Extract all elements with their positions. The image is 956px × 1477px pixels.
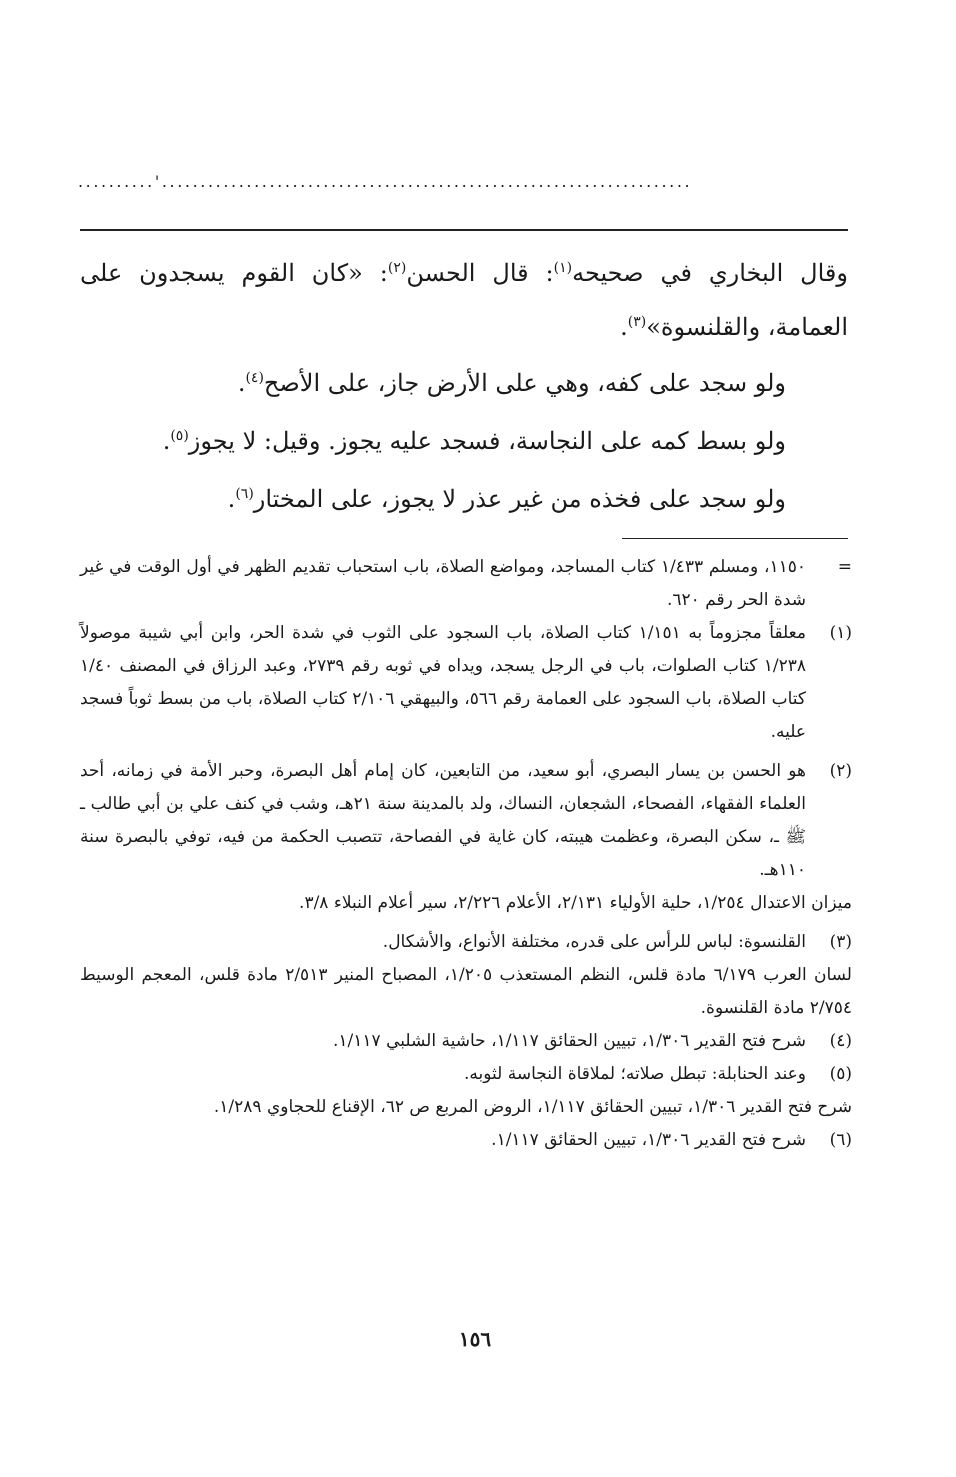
main-text	[80, 246, 848, 528]
footnote-rule	[622, 538, 848, 539]
period: .	[162, 427, 171, 455]
footnote-text: معلقاً مجزوماً به ١/١٥١ كتاب الصلاة، باب السجود على الثوب في شدة الحر، وابن أبي شيبة موصولاً ١/٢٣٨ كتاب الصلوات، باب في الرجل يسجد، ويداه في ثوبه رقم ٢٧٣٩، وعبد الرزاق في المصنف ١/٤٠ كتاب الصلاة، باب السجود على العمامة رقم ٥٦٦، والبيهقي ٢/١٠٦ كتاب الصلاة، باب من بسط ثوباً فسجد عليه.	[80, 623, 806, 742]
footnotes	[80, 551, 852, 1157]
footnote-text: ١١٥٠، ومسلم ١/٤٣٣ كتاب المساجد، ومواضع الصلاة، باب استحباب تقديم الظهر في أول الوقت في غير شدة الحر رقم ٦٢٠.	[80, 557, 806, 610]
footnote-ref-3: (٣)	[627, 314, 647, 330]
dotted-separator: ..........'.....................................................................	[78, 172, 693, 191]
footnote-text: شرح فتح القدير ١/٣٠٦، تبيين الحقائق ١/١١٧، حاشية الشلبي ١/١١٧.	[333, 1031, 806, 1051]
paragraph-text: ولو بسط كمه على النجاسة، فسجد عليه يجوز. وقيل: لا يجوز	[188, 427, 786, 455]
paragraph-sleeve	[80, 412, 848, 470]
footnote-1	[80, 617, 852, 749]
footnote-2-sources: ميزان الاعتدال ١/٢٥٤، حلية الأولياء ٢/١٣١، الأعلام ٢/٢٢٦، سير أعلام النبلاء ٣/٨.	[299, 893, 852, 913]
footnote-text: وعند الحنابلة: تبطل صلاته؛ لملاقاة النجاسة لثوبه.	[464, 1064, 806, 1084]
footnote-number: (٣)	[829, 932, 852, 952]
footnote-4	[80, 1025, 852, 1058]
footnote-text: هو الحسن بن يسار البصري، أبو سعيد، من التابعين، كان إمام أهل البصرة، وحبر الأمة في زمانه، أحد العلماء الفقهاء، الفصحاء، الشجعان، النساك، ولد بالمدينة سنة ٢١هـ، وشب في كنف علي بن أبي طالب ـ ﷺ ـ، سكن البصرة، وعظمت هيبته، كان غاية في الفصاحة، تتصبب الحكمة من فيه، توفي بالبصرة سنة ١١٠هـ.	[80, 761, 806, 880]
footnote-text: القلنسوة: لباس للرأس على قدره، مختلفة الأنواع، والأشكال.	[382, 932, 806, 952]
paragraph-palm	[80, 354, 848, 412]
footnote-5-sources: شرح فتح القدير ١/٣٠٦، تبيين الحقائق ١/١١٧، الروض المربع ص ٦٢، الإقناع للحجاوي ١/٢٨٩.	[213, 1097, 852, 1117]
paragraph-text: ولو سجد على فخذه من غير عذر لا يجوز، على المختار	[253, 485, 786, 513]
footnote-number: (٥)	[829, 1064, 852, 1084]
footnote-2	[80, 755, 852, 887]
top-rule	[80, 229, 848, 231]
paragraph-text: وقال البخاري في صحيحه	[572, 259, 848, 287]
period: .	[227, 485, 236, 513]
footnote-ref-6: (٦)	[235, 486, 254, 502]
footnote-number: (٢)	[829, 761, 852, 781]
footnote-3-sources: لسان العرب ٦/١٧٩ مادة قلس، النظم المستعذب ١/٢٠٥، المصباح المنير ٢/٥١٣ مادة قلس، المعجم الوسيط ٢/٧٥٤ مادة القلنسوة.	[80, 965, 852, 1018]
paragraph-thigh	[80, 470, 848, 528]
footnote-ref-4: (٤)	[245, 370, 264, 386]
footnote-continuation	[80, 551, 852, 617]
footnote-number: (٤)	[829, 1031, 852, 1051]
paragraph-text: ولو سجد على كفه، وهي على الأرض جاز، على الأصح	[263, 369, 786, 397]
paragraph-text: : قال الحسن	[406, 259, 554, 287]
continuation-marker: =	[837, 557, 852, 577]
paragraph-bukhari	[80, 246, 848, 354]
footnote-number: (٦)	[829, 1130, 852, 1150]
footnote-text: شرح فتح القدير ١/٣٠٦، تبيين الحقائق ١/١١٧.	[491, 1130, 806, 1150]
page-number: ١٥٦	[458, 1327, 492, 1351]
footnote-5	[80, 1058, 852, 1091]
period: .	[237, 369, 246, 397]
footnote-ref-2: (٢)	[387, 260, 407, 276]
footnote-number: (١)	[829, 623, 852, 643]
footnote-6	[80, 1124, 852, 1157]
footnote-3	[80, 926, 852, 959]
footnote-ref-1: (١)	[553, 260, 573, 276]
footnote-ref-5: (٥)	[170, 428, 189, 444]
paragraph-text: : «كان القوم يسجدون على العمامة، والقلنسوة»	[80, 259, 848, 341]
period: .	[620, 313, 628, 341]
